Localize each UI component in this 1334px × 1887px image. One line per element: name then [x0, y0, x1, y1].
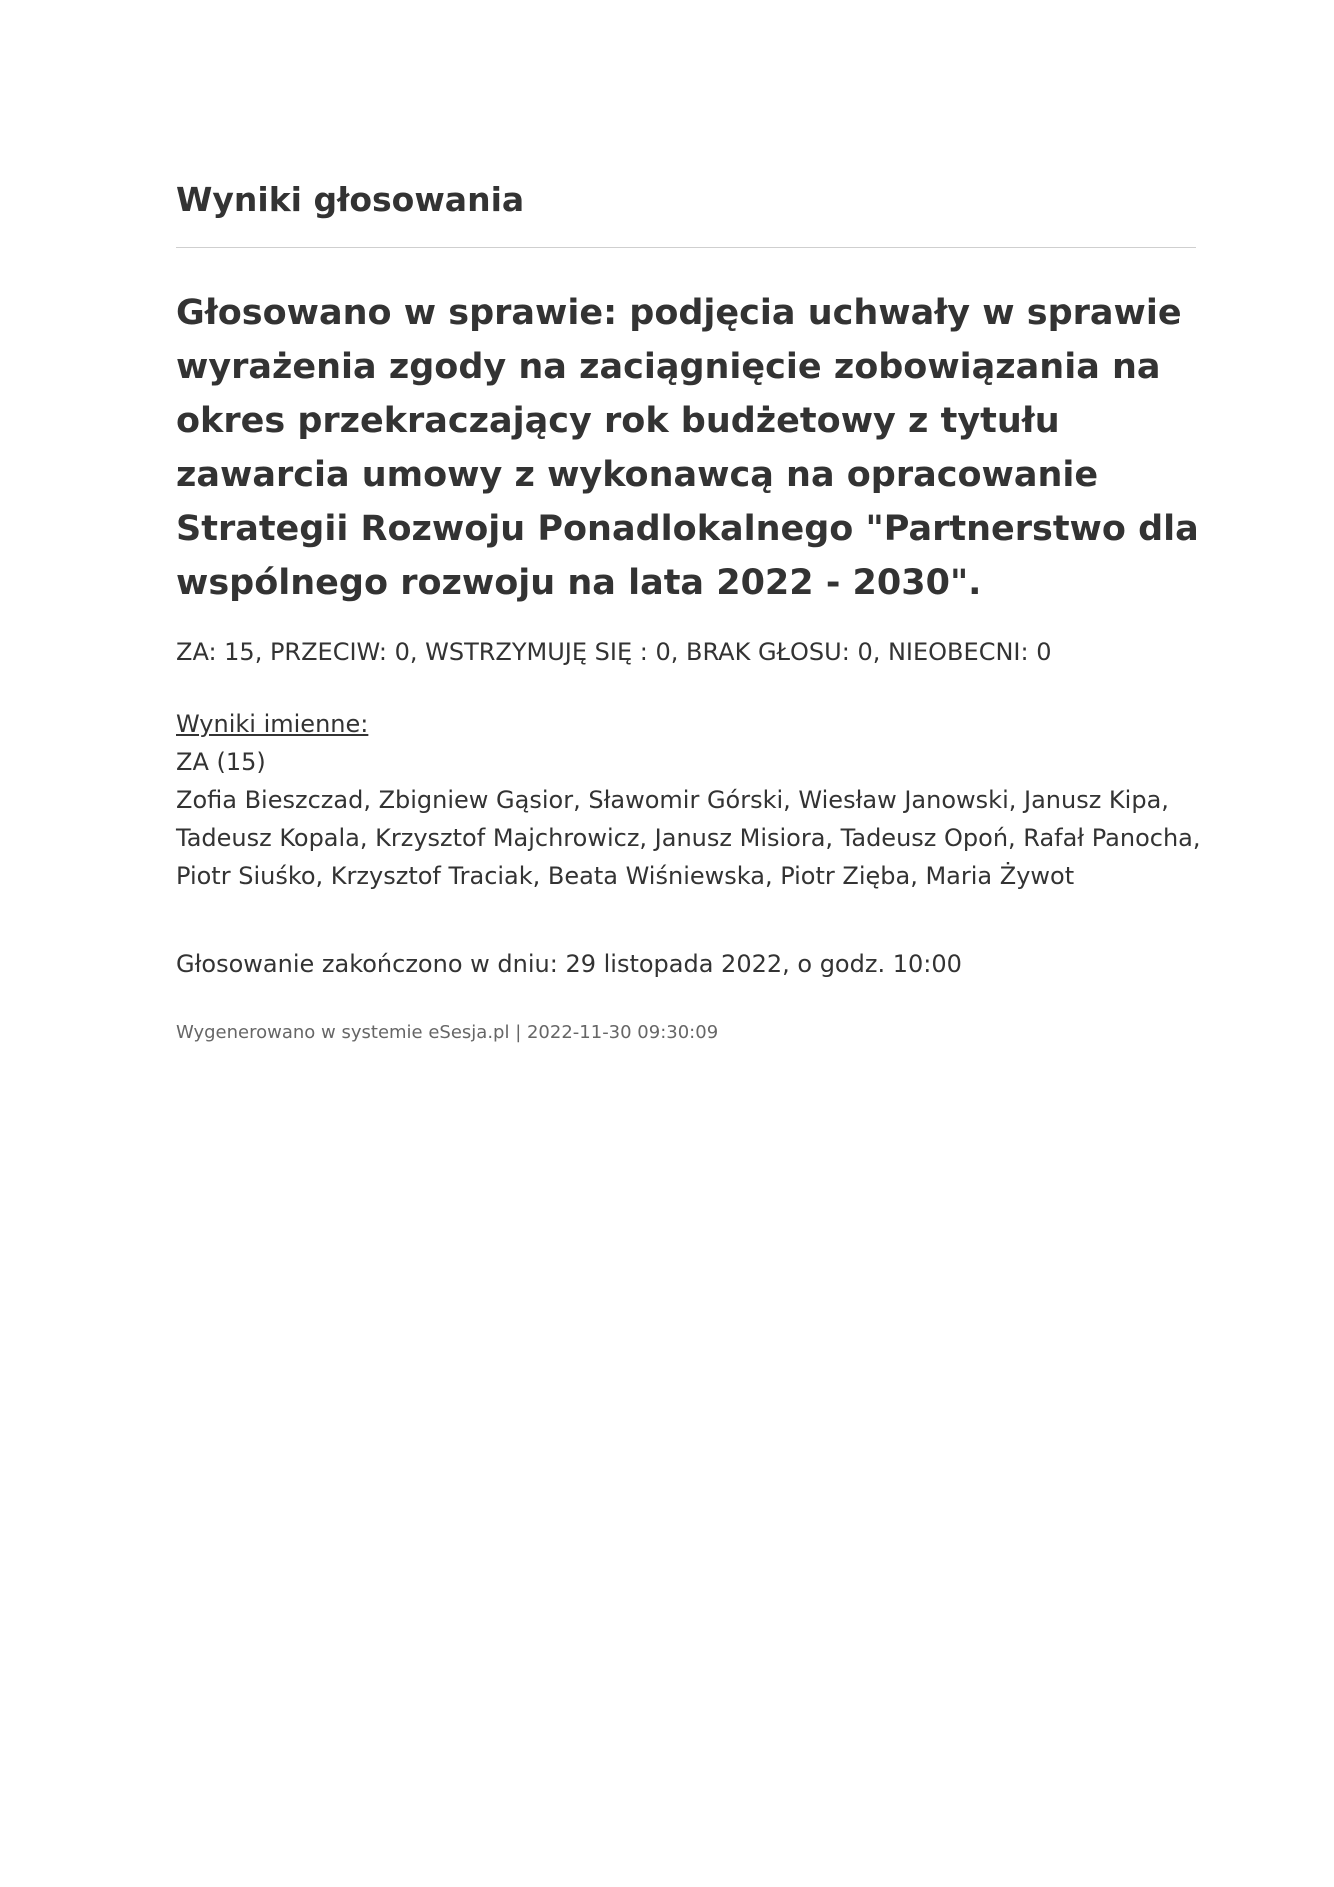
vote-subject: Głosowano w sprawie: podjęcia uchwały w sprawie wyrażenia zgody na zaciągnięcie zobowiązania na okres przekraczający rok budżetowy z tytułu zawarcia umowy z wykonawcą na opracowanie Strategii Rozwoju Ponadlokalnego "Partnerstwo dla wspólnego rozwoju na lata 2022 - 2030".: [176, 293, 1199, 603]
named-results: [176, 705, 1236, 895]
for-group-label: ZA (15): [176, 748, 266, 776]
named-results-label: Wyniki imienne:: [176, 710, 369, 738]
title-divider: [176, 247, 1196, 248]
for-names-list: Zofia Bieszczad, Zbigniew Gąsior, Sławomir Górski, Wiesław Janowski, Janusz Kipa, Tadeusz Kopala, Krzysztof Majchrowicz, Janusz Misiora, Tadeusz Opoń, Rafał Panocha, Piotr Siuśko, Krzysztof Traciak, Beata Wiśniewska, Piotr Zięba, Maria Żywot: [176, 786, 1201, 890]
vote-summary: ZA: 15, PRZECIW: 0, WSTRZYMUJĘ SIĘ : 0, BRAK GŁOSU: 0, NIEOBECNI: 0: [176, 638, 1052, 666]
vote-ended-text: Głosowanie zakończono w dniu: 29 listopada 2022, o godz. 10:00: [176, 950, 962, 978]
page-title: Wyniki głosowania: [176, 180, 525, 219]
generated-footer: Wygenerowano w systemie eSesja.pl | 2022-11-30 09:30:09: [176, 1022, 719, 1043]
